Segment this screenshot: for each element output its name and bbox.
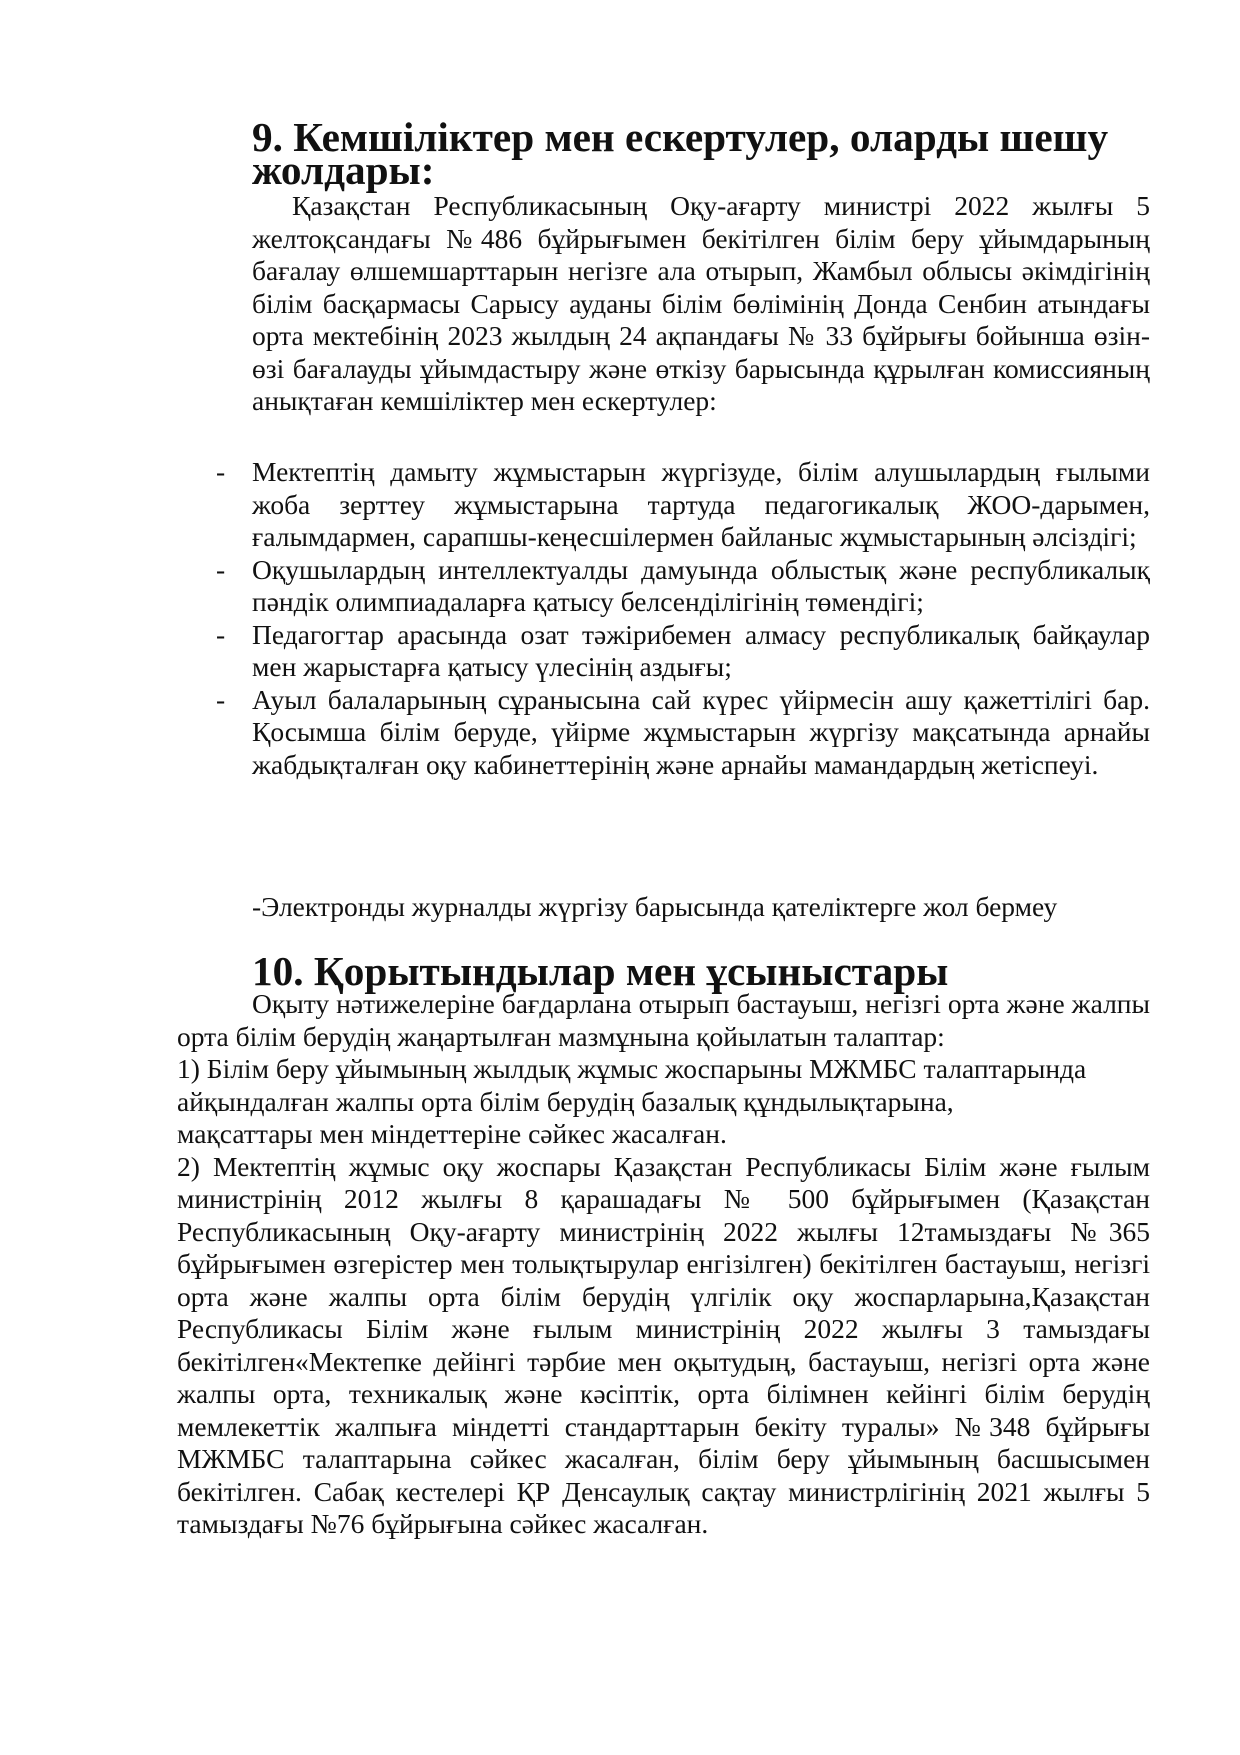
list-item-text: Педагогтар арасында озат тәжірибемен алмасу республикалық байқаулар мен жарыстарға қатысу үлесінің аздығы; (252, 618, 1150, 682)
point-1-line-3: мақсаттары мен міндеттеріне сәйкес жасалған. (177, 1118, 727, 1149)
section-10-body (177, 988, 1150, 1541)
point-1-line-2: айқындалған жалпы орта білім берудің базалық құндылықтарына, (177, 1085, 954, 1117)
list-item (216, 683, 1150, 782)
section-10-heading: 10. Қорытындылар мен ұсыныстары (252, 948, 949, 994)
list-item-text: Ауыл балаларының сұранысына сай күрес үйірмесін ашу қажеттілігі бар. Қосымша білім беруде, үйірме жұмыстарын жүргізу мақсатында арнайы жабдықталған оқу кабинеттерінің және арнайы мамандардың жетіспеуі. (252, 683, 1150, 780)
bullet-dash: - (216, 553, 226, 585)
point-1-line-1: 1) Білім беру ұйымының жылдық жұмыс жоспарыны МЖМБС талаптарында (177, 1053, 1087, 1084)
list-item (216, 553, 1150, 619)
section-10-intro-paragraph: Оқыту нәтижелеріне бағдарлана отырып бастауыш, негізгі орта және жалпы орта білім берудің жаңартылған мазмұнына қойылатын талаптар: (177, 988, 1150, 1052)
section-9-heading: 9. Кемшіліктер мен ескертулер, оларды шешу жолдары: (252, 114, 1109, 193)
list-item-text: Мектептің дамыту жұмыстарын жүргізуде, білім алушылардың ғылыми жоба зерттеу жұмыстарына тартуда педагогикалық ЖОО-дарымен, ғалымдармен, сарапшы-кеңесшілермен байланыс жұмыстарының әлсіздігі; (252, 456, 1150, 552)
section-9-intro-paragraph: Қазақстан Республикасының Оқу-ағарту министрі 2022 жылғы 5 желтоқсандағы №486 бұйрығымен бекітілген білім беру ұйымдарының бағалау өлшемшарттарын негізге ала отырып, Жамбыл облысы әкімдігінің білім басқармасы Сарысу ауданы білім бөлімінің Донда Сенбин атындағы орта мектебінің 2023 жылдың 24 ақпандағы № 33 бұйрығы бойынша өзін-өзі бағалауды ұйымдастыру және өткізу барысында құрылған комиссияның анықтаған кемшіліктер мен ескертулер: (252, 190, 1150, 416)
point-2-paragraph: 2) Мектептің жұмыс оқу жоспары Қазақстан Республикасы Білім және ғылым министрінің 2012 жылғы 8 қарашадағы № 500 бұйрығымен (Қазақстан Республикасының Оқу-ағарту министрінің 2022 жылғы 12тамыздағы №365 бұйрығымен өзгерістер мен толықтырулар енгізілген) бекітілген бастауыш, негізгі орта және жалпы орта білім берудің үлгілік оқу жоспарларына,Қазақстан Республикасы Білім және ғылым министрінің 2022 жылғы 3 тамыздағы бекітілген«Мектепке дейінгі тәрбие мен оқытудың, бастауыш, негізгі орта және жалпы орта, техникалық және кәсіптік, орта білімнен кейінгі білім берудің мемлекеттік жалпыға міндетті стандарттарын бекіту туралы» №348 бұйрығы МЖМБС талаптарына сәйкес жасалған, білім беру ұйымының басшысымен бекітілген. Сабақ кестелері ҚР Денсаулық сақтау министрлігінің 2021 жылғы 5 тамыздағы №76 бұйрығына сәйкес жасалған. (177, 1150, 1150, 1539)
shortcomings-list (216, 456, 1150, 781)
list-item-text: Оқушылардың интеллектуалды дамуында облыстық және республикалық пәндік олимпиадаларға қатысу белсенділігінің төмендігі; (252, 553, 1150, 617)
list-item (216, 456, 1150, 554)
electronic-journal-note: -Электронды журналды жүргізу барысында қателіктерге жол бермеу (252, 891, 1058, 922)
bullet-dash: - (216, 456, 226, 487)
bullet-dash: - (216, 618, 226, 650)
bullet-dash: - (216, 683, 226, 715)
list-item (216, 618, 1150, 684)
